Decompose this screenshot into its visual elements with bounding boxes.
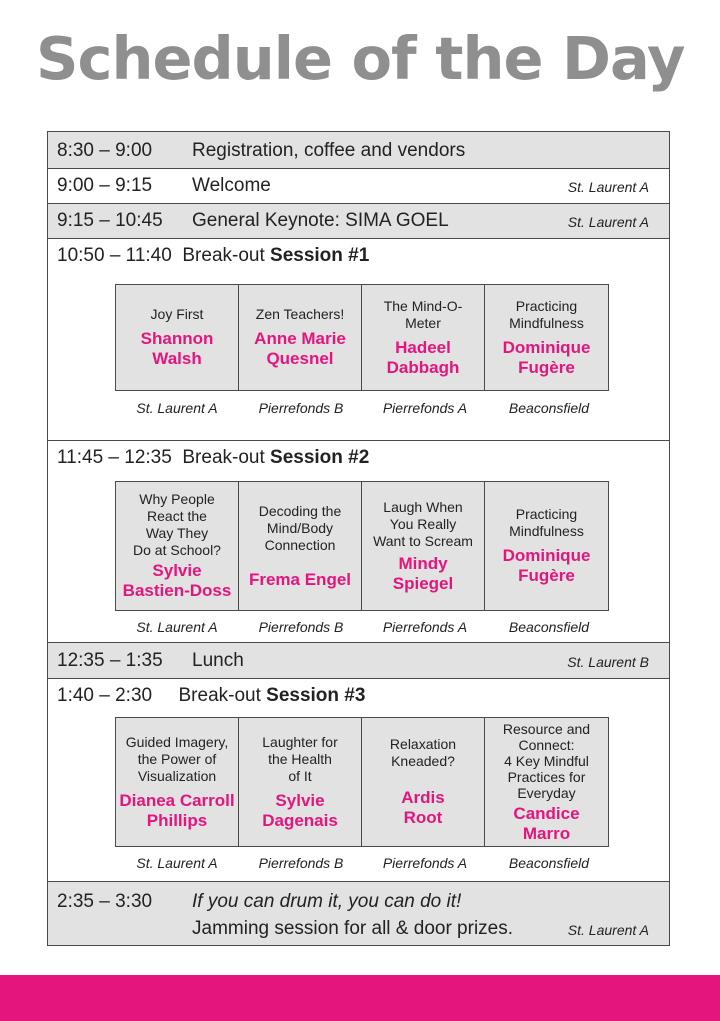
footer-accent-bar [0, 975, 720, 1021]
talk-title: Relaxation Kneaded? [389, 736, 457, 769]
talk-cell [116, 718, 239, 846]
talk-title: Laughter for the Health of It [262, 733, 338, 784]
talk-cell [362, 482, 485, 610]
talk-cell [116, 482, 239, 610]
speaker-name: Hadeel Dabbagh [386, 337, 460, 377]
room-label: St. Laurent A [136, 400, 218, 416]
time-label: 2:35 – 3:30 [57, 891, 153, 912]
time-label: 1:40 – 2:30 [57, 685, 153, 706]
session-label: Break-out [182, 245, 265, 266]
session-name: Session #1 [270, 245, 370, 266]
room-label: Pierrefonds A [382, 400, 468, 416]
talks-grid [115, 481, 609, 611]
room-label: St. Laurent B [567, 654, 649, 670]
talks-grid [115, 717, 609, 847]
talk-cell [362, 718, 485, 846]
schedule-row-session-2 [48, 441, 669, 643]
room-label: St. Laurent A [136, 855, 218, 871]
schedule-row-session-3 [48, 679, 669, 882]
room-label: St. Laurent A [567, 214, 649, 230]
event-description: Welcome [192, 175, 271, 196]
talk-cell [362, 285, 485, 390]
speaker-name: Mindy Spiegel [392, 553, 454, 593]
time-label: 8:30 – 9:00 [57, 140, 153, 161]
page-title: Schedule of the Day [36, 24, 685, 93]
event-tagline: If you can drum it, you can do it! [192, 891, 462, 912]
schedule-row-lunch [48, 643, 669, 679]
speaker-name: Dominique Fugère [502, 546, 591, 585]
room-labels [115, 619, 611, 635]
talks-grid [115, 284, 609, 391]
talk-cell [239, 285, 362, 390]
room-label: Beaconsfield [508, 855, 590, 871]
talk-cell [485, 285, 608, 390]
talk-title: Zen Teachers! [255, 306, 345, 322]
session-label: Break-out [178, 685, 261, 706]
talk-cell [239, 718, 362, 846]
time-label: 12:35 – 1:35 [57, 650, 163, 671]
schedule-row-jam-session [48, 882, 669, 945]
time-label: 11:45 – 12:35 [57, 447, 172, 468]
speaker-name: Frema Engel [248, 569, 352, 589]
schedule-row-welcome [48, 169, 669, 204]
room-label: Pierrefonds B [258, 855, 344, 871]
talk-cell [485, 718, 608, 846]
talk-cell [116, 285, 239, 390]
session-label: Break-out [182, 447, 265, 468]
speaker-name: Anne Marie Quesnel [254, 329, 346, 368]
event-description: Registration, coffee and vendors [192, 140, 466, 161]
session-name: Session #2 [270, 447, 370, 468]
room-label: Pierrefonds B [258, 400, 344, 416]
session-heading [57, 245, 369, 267]
talk-title: Guided Imagery, the Power of Visualization [125, 733, 229, 784]
room-labels [115, 400, 611, 416]
event-description: Lunch [192, 650, 244, 671]
talk-title: Practicing Mindfulness [509, 506, 584, 539]
talk-title: Practicing Mindfulness [509, 297, 584, 331]
schedule-row-keynote [48, 204, 669, 239]
talk-cell [485, 482, 608, 610]
schedule-table [47, 131, 670, 946]
session-heading [57, 447, 369, 469]
speaker-name: Candice Marro [513, 803, 580, 843]
time-label: 10:50 – 11:40 [57, 245, 172, 266]
room-label: Pierrefonds A [382, 855, 468, 871]
talk-title: The Mind-O- Meter [383, 297, 463, 331]
session-heading [57, 685, 365, 707]
talk-title: Laugh When You Really Want to Scream [373, 498, 473, 549]
room-label: St. Laurent A [136, 619, 218, 635]
session-name: Session #3 [266, 685, 366, 706]
talk-title: Resource and Connect: 4 Key Mindful Practices for Everyday [502, 720, 591, 801]
speaker-name: Dianea Carroll Phillips [119, 790, 235, 830]
room-label: Beaconsfield [508, 400, 590, 416]
schedule-row-registration [48, 132, 669, 169]
talk-title: Decoding the Mind/Body Connection [258, 502, 342, 553]
talk-title: Joy First [150, 306, 204, 322]
talk-cell [239, 482, 362, 610]
speaker-name: Sylvie Dagenais [262, 790, 338, 830]
room-label: St. Laurent A [567, 179, 649, 195]
room-label: Pierrefonds A [382, 619, 468, 635]
room-label: Beaconsfield [508, 619, 590, 635]
speaker-name: Shannon Walsh [140, 329, 214, 368]
event-description: General Keynote: SIMA GOEL [192, 210, 449, 231]
speaker-name: Ardis Root [401, 788, 445, 827]
talk-title: Why People React the Way They Do at School? [133, 491, 221, 558]
room-labels [115, 855, 611, 871]
room-label: St. Laurent A [567, 922, 649, 938]
time-label: 9:15 – 10:45 [57, 210, 163, 231]
time-label: 9:00 – 9:15 [57, 175, 153, 196]
speaker-name: Dominique Fugère [502, 337, 591, 377]
speaker-name: Sylvie Bastien-Doss [122, 561, 232, 600]
room-label: Pierrefonds B [258, 619, 344, 635]
event-description: Jamming session for all & door prizes. [192, 918, 514, 939]
schedule-row-session-1 [48, 239, 669, 441]
